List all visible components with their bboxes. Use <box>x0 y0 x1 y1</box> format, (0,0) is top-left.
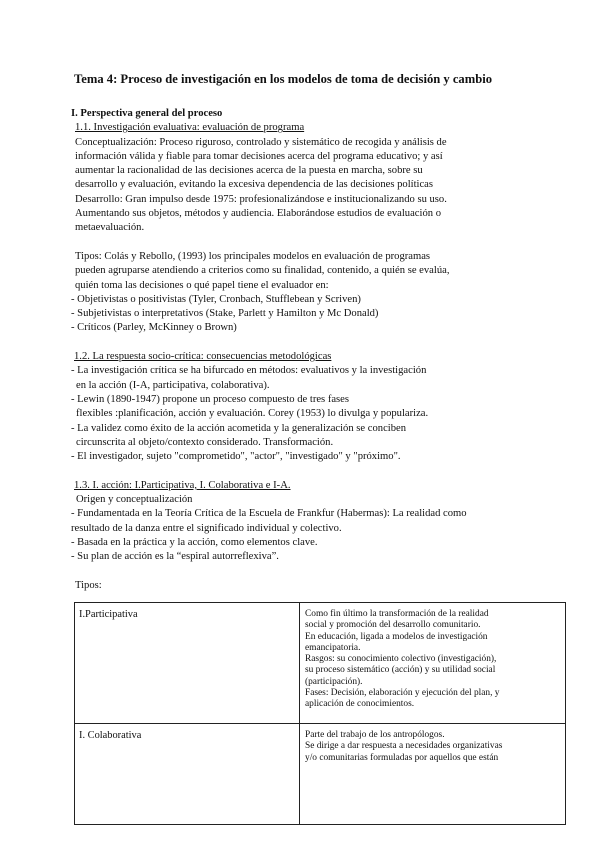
paragraph-line: desarrollo y evaluación, evitando la excesiva dependencia de las decisiones políticas <box>75 179 433 191</box>
paragraph-line: Aumentando sus objetos, métodos y audiencia. Elaborándose estudios de evaluación o <box>75 208 441 220</box>
paragraph-line: aumentar la racionalidad de las decisiones acerca de la puesta en marcha, sobre su <box>75 165 423 177</box>
tipos-table <box>74 602 566 825</box>
paragraph-line: en la acción (I-A, participativa, colaborativa). <box>76 379 270 391</box>
cell-line: Se dirige a dar respuesta a necesidades organizativas <box>305 741 503 752</box>
paragraph-line: información válida y fiable para tomar decisiones acerca del programa educativo; y así <box>75 150 443 162</box>
paragraph-line: pueden agruparse atendiendo a criterios como su finalidad, contenido, a quién se evalúa, <box>75 265 450 277</box>
paragraph-line: circunscrita al objeto/contexto considerado. Transformación. <box>76 436 334 448</box>
subsection-heading: 1.3. I. acción: I.Participativa, I. Colaborativa e I-A. <box>74 479 291 491</box>
section-heading: I. Perspectiva general del proceso <box>71 108 223 119</box>
paragraph-line: Origen y conceptualización <box>76 494 193 506</box>
cell-line: Parte del trabajo de los antropólogos. <box>305 730 445 740</box>
list-item: - Basada en la práctica y la acción, como elementos clave. <box>71 536 318 548</box>
cell-line: Rasgos: su conocimiento colectivo (investigación), <box>305 654 497 665</box>
cell-line: Como fin último la transformación de la realidad <box>305 609 489 619</box>
table-cell-description <box>300 724 566 825</box>
tipos-label: Tipos: <box>75 579 102 591</box>
page-title: Tema 4: Proceso de investigación en los modelos de toma de decisión y cambio <box>74 72 493 86</box>
subsection-heading: 1.2. La respuesta socio-crítica: consecuencias metodológicas <box>74 351 332 363</box>
paragraph-line: resultado de la danza entre el significado individual y colectivo. <box>71 522 342 534</box>
list-item: - Subjetivistas o interpretativos (Stake, Parlett y Hamilton y Mc Donald) <box>71 308 379 320</box>
paragraph-line: quién toma las decisiones o qué papel tiene el evaluador en: <box>75 279 329 291</box>
list-item: - El investigador, sujeto "comprometido", "actor", "investigado" y "próximo". <box>71 451 401 463</box>
table-cell-type: I. Colaborativa <box>75 724 300 825</box>
cell-line: (participación). <box>305 676 363 687</box>
table-row <box>75 603 566 724</box>
list-item: - Lewin (1890-1947) propone un proceso compuesto de tres fases <box>71 393 350 405</box>
paragraph-line: flexibles :planificación, acción y evaluación. Corey (1953) lo divulga y populariza. <box>76 408 429 420</box>
cell-line: su proceso sistemático (acción) y su utilidad social <box>305 665 496 676</box>
list-item: - La investigación crítica se ha bifurcado en métodos: evaluativos y la investigación <box>71 365 427 377</box>
list-item: - Fundamentada en la Teoría Crítica de la Escuela de Frankfur (Habermas): La realidad como <box>71 508 467 520</box>
cell-line: y/o comunitarias formuladas por aquellos que están <box>305 752 499 763</box>
table-row <box>75 724 566 825</box>
cell-line: emancipatoria. <box>305 642 361 653</box>
document-body <box>71 107 571 593</box>
cell-line: social y promoción del desarrollo comunitario. <box>305 620 481 631</box>
paragraph-line: Conceptualización: Proceso riguroso, controlado y sistemático de recogida y análisis de <box>75 136 447 148</box>
table-cell-type: I.Participativa <box>75 603 300 724</box>
cell-line: Fases: Decisión, elaboración y ejecución del plan, y <box>305 688 500 699</box>
paragraph-line: Tipos: Colás y Rebollo, (1993) los principales modelos en evaluación de programas <box>75 250 431 262</box>
list-item: - Su plan de acción es la “espiral autorreflexiva”. <box>71 551 279 563</box>
subsection-heading: 1.1. Investigación evaluativa: evaluación de programa <box>75 122 305 134</box>
cell-line: En educación, ligada a modelos de investigación <box>305 631 488 642</box>
paragraph-line: metaevaluación. <box>75 222 145 234</box>
table-cell-description <box>300 603 566 724</box>
list-item: - La validez como éxito de la acción acometida y la generalización se conciben <box>71 422 407 434</box>
list-item: - Críticos (Parley, McKinney o Brown) <box>71 322 237 334</box>
list-item: - Objetivistas o positivistas (Tyler, Cronbach, Stufflebean y Scriven) <box>71 293 361 305</box>
cell-line: aplicación de conocimientos. <box>305 699 415 710</box>
paragraph-line: Desarrollo: Gran impulso desde 1975: profesionalizándose e institucionalizando su uso. <box>75 193 447 205</box>
